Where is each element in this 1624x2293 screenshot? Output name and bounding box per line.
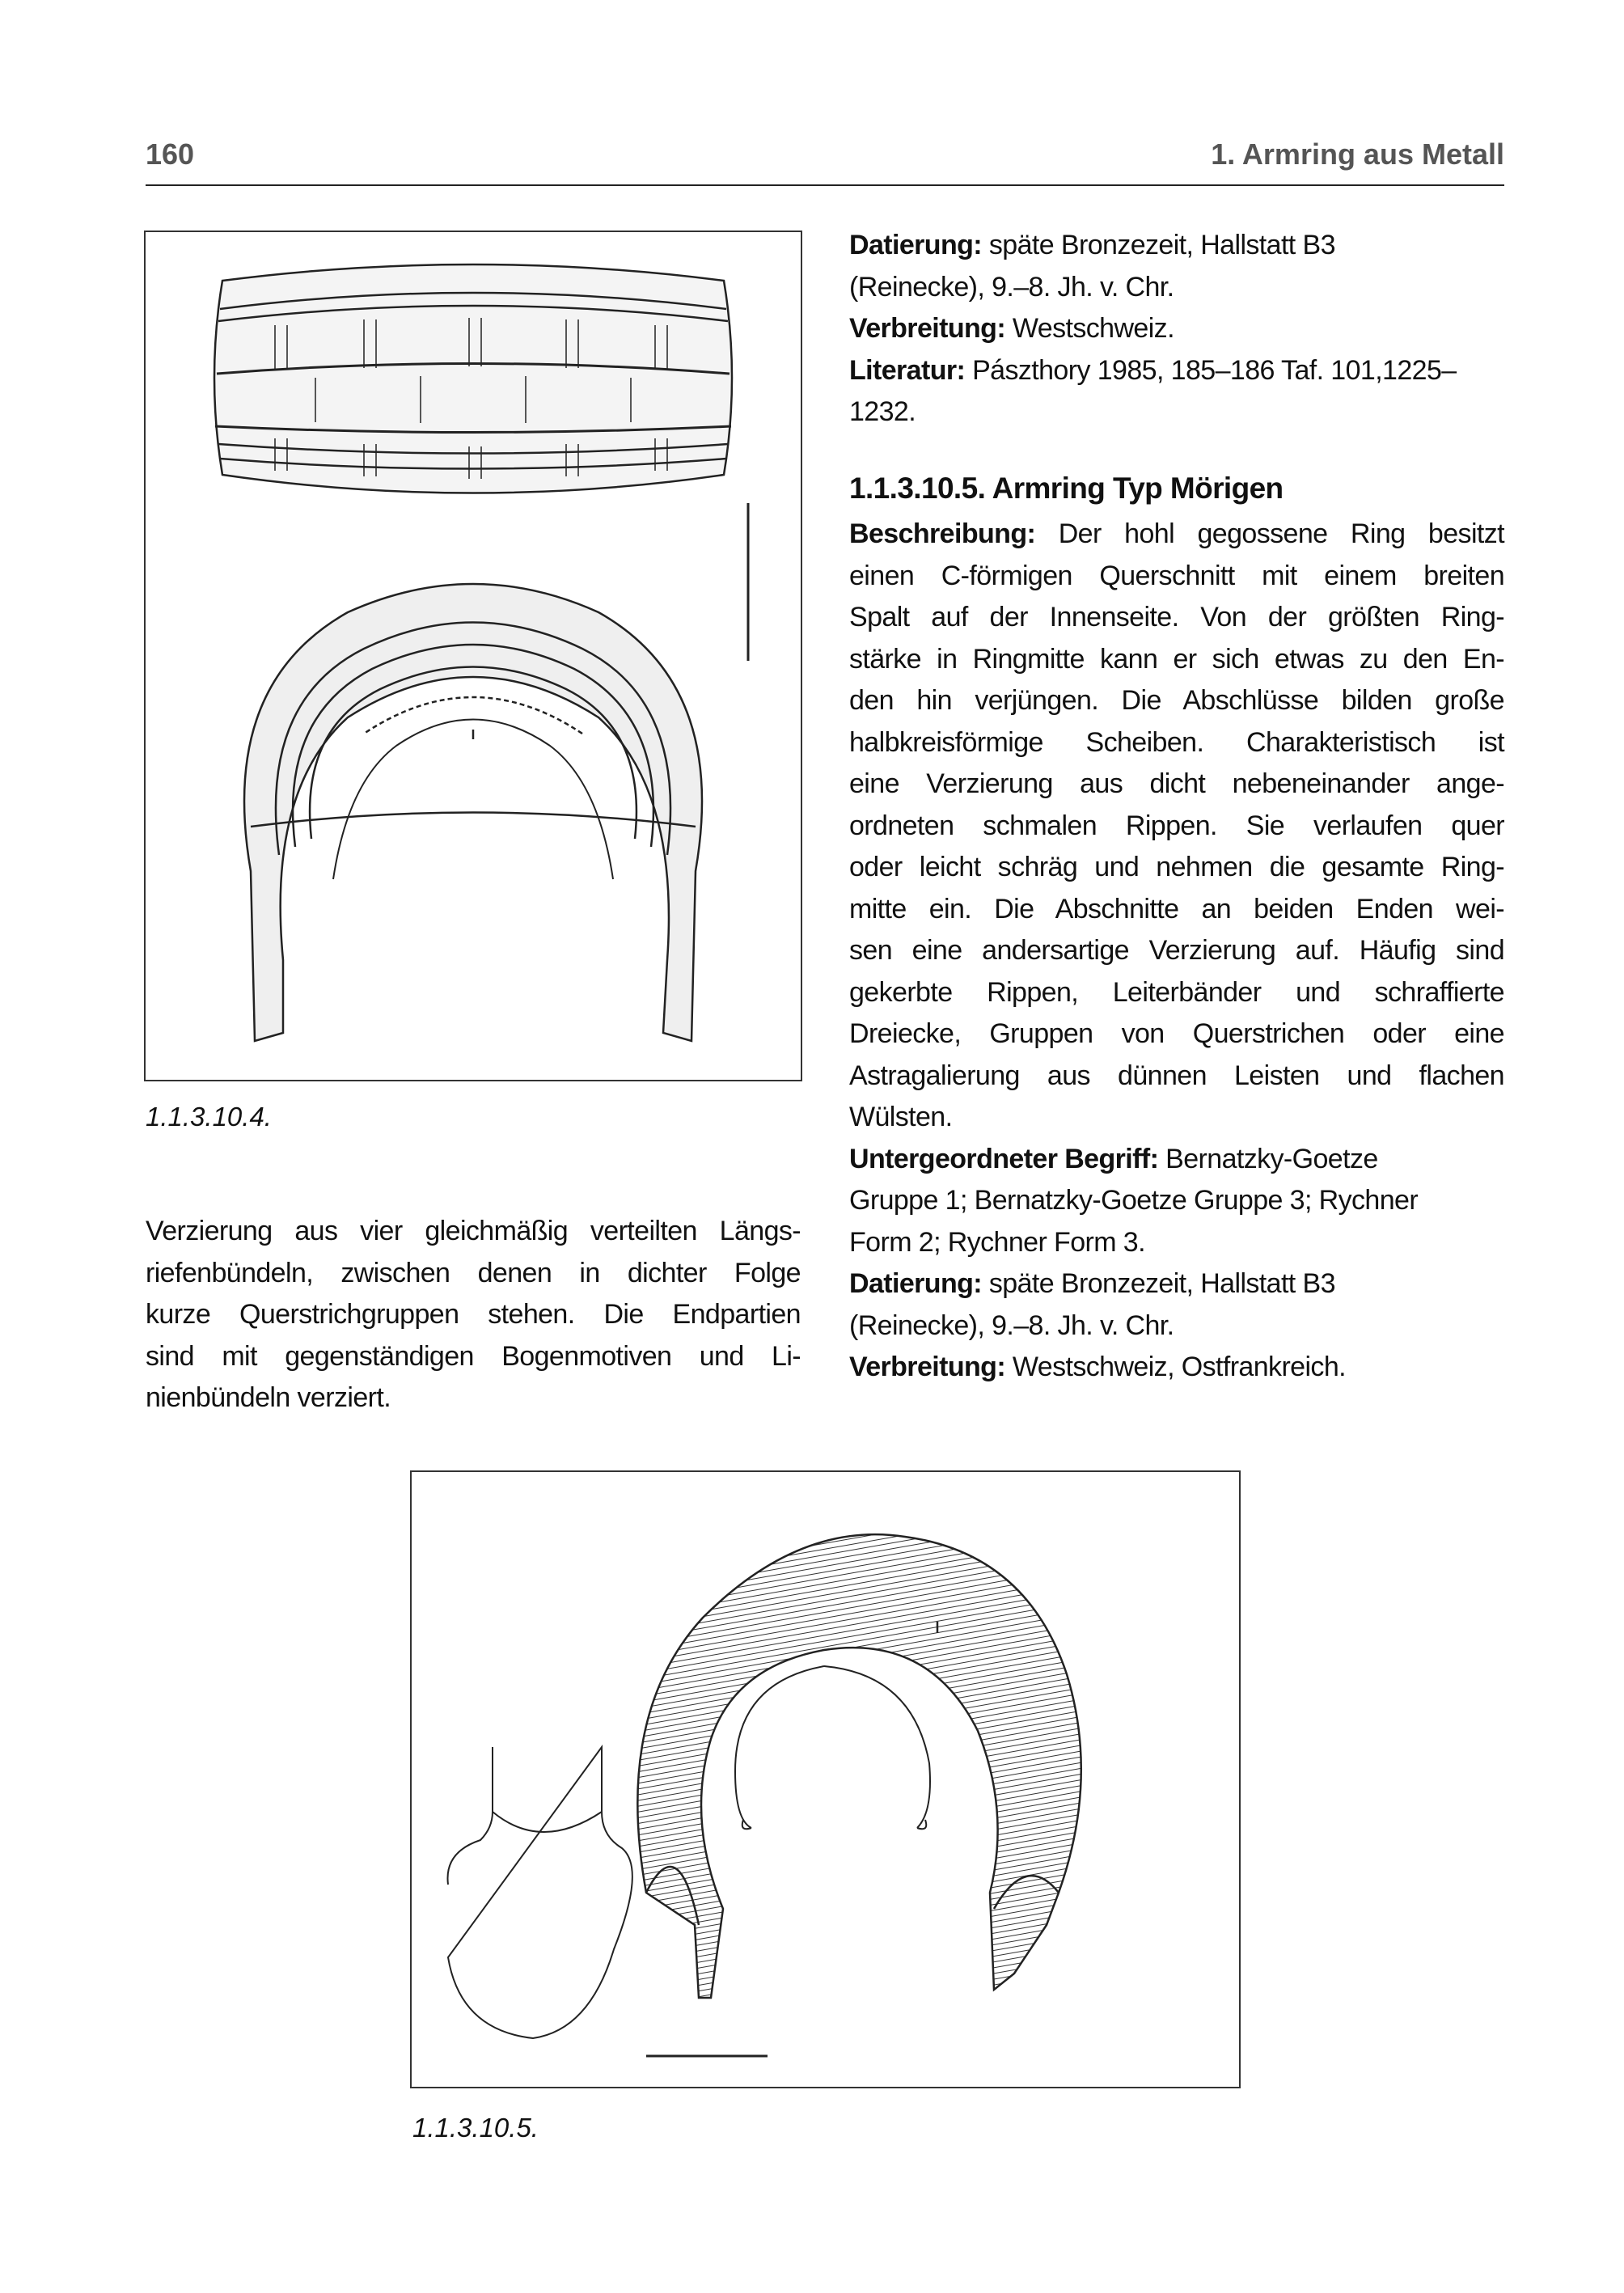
datierung-value: späte Bronzezeit, Hallstatt B3 <box>988 230 1335 260</box>
text-line: Wülsten. <box>849 1102 953 1132</box>
figure-caption: 1.1.3.10.5. <box>412 2113 539 2143</box>
text-line: riefenbündeln, zwischen denen in dichter Folge <box>146 1257 801 1288</box>
text-line: Verzierung aus vier gleichmäßig verteilten Längs- <box>146 1216 801 1246</box>
armring-drawing <box>146 232 801 1080</box>
right-column <box>849 225 1504 1389</box>
text-line: Form 2; Rychner Form 3. <box>849 1226 1145 1258</box>
section-heading: 1.1.3.10.5. Armring Typ Mörigen <box>849 471 1284 505</box>
datierung-label: Datierung: <box>849 1268 983 1299</box>
text-line: Gruppe 1; Bernatzky-Goetze Gruppe 3; Rychner <box>849 1185 1419 1216</box>
text-line: halbkreisförmige Scheiben. Charakteristisch ist <box>849 726 1504 758</box>
figure-armring-1-1-3-10-5 <box>410 1470 1241 2088</box>
figure-caption: 1.1.3.10.4. <box>146 1102 272 1132</box>
datierung-value: späte Bronzezeit, Hallstatt B3 <box>988 1268 1335 1299</box>
verbreitung-value: Westschweiz, Ostfrankreich. <box>1012 1352 1346 1382</box>
text-line: nienbündeln verziert. <box>146 1382 391 1413</box>
text-line: Dreiecke, Gruppen von Querstrichen oder eine <box>849 1018 1504 1049</box>
text-line: den hin verjüngen. Die Abschlüsse bilden große <box>849 685 1504 716</box>
literatur-label: Literatur: <box>849 354 966 386</box>
begriff-label: Untergeordneter Begriff: <box>849 1143 1159 1174</box>
text-line: ordneten schmalen Rippen. Sie verlaufen quer <box>849 810 1504 841</box>
verbreitung-label: Verbreitung: <box>849 1352 1006 1382</box>
page-number: 160 <box>146 137 195 171</box>
header-rule <box>146 184 1504 186</box>
running-title: 1. Armring aus Metall <box>1211 137 1504 171</box>
text-line: mitte ein. Die Abschnitte an beiden Enden wei- <box>849 893 1504 924</box>
verbreitung-value: Westschweiz. <box>1012 313 1174 344</box>
text-line: Spalt auf der Innenseite. Von der größten Ring- <box>849 602 1504 632</box>
text-line: stärke in Ringmitte kann er sich etwas zu den En- <box>849 643 1504 675</box>
text-line: gekerbte Rippen, Leiterbänder und schraffierte <box>849 976 1504 1008</box>
datierung-label: Datierung: <box>849 230 983 260</box>
datierung-value-cont: (Reinecke), 9.–8. Jh. v. Chr. <box>849 271 1174 302</box>
figure-armring-1-1-3-10-4 <box>144 231 802 1081</box>
literatur-value-cont: 1232. <box>849 396 916 427</box>
text-line: eine Verzierung aus dicht nebeneinander ange- <box>849 768 1504 799</box>
text-line: sen eine andersartige Verzierung auf. Häufig sind <box>849 935 1504 966</box>
text-line: einen C-förmigen Querschnitt mit einem breiten <box>849 560 1504 591</box>
verbreitung-label: Verbreitung: <box>849 313 1006 344</box>
text-line: oder leicht schräg und nehmen die gesamte Ring- <box>849 852 1504 882</box>
text-line: Der hohl gegossene Ring besitzt <box>1058 518 1504 549</box>
left-paragraph <box>146 1211 801 1419</box>
text-line: (Reinecke), 9.–8. Jh. v. Chr. <box>849 1309 1174 1341</box>
beschreibung-label: Beschreibung: <box>849 518 1036 549</box>
text-line: sind mit gegenständigen Bogenmotiven und Li- <box>146 1340 801 1372</box>
text-line: Astragalierung aus dünnen Leisten und flachen <box>849 1060 1504 1091</box>
begriff-value: Bernatzky-Goetze <box>1165 1143 1378 1174</box>
literatur-value: Pászthory 1985, 185–186 Taf. 101,1225– <box>972 354 1457 386</box>
text-line: kurze Querstrichgruppen stehen. Die Endpartien <box>146 1299 801 1330</box>
armring-moerigen-drawing <box>412 1472 1239 2087</box>
